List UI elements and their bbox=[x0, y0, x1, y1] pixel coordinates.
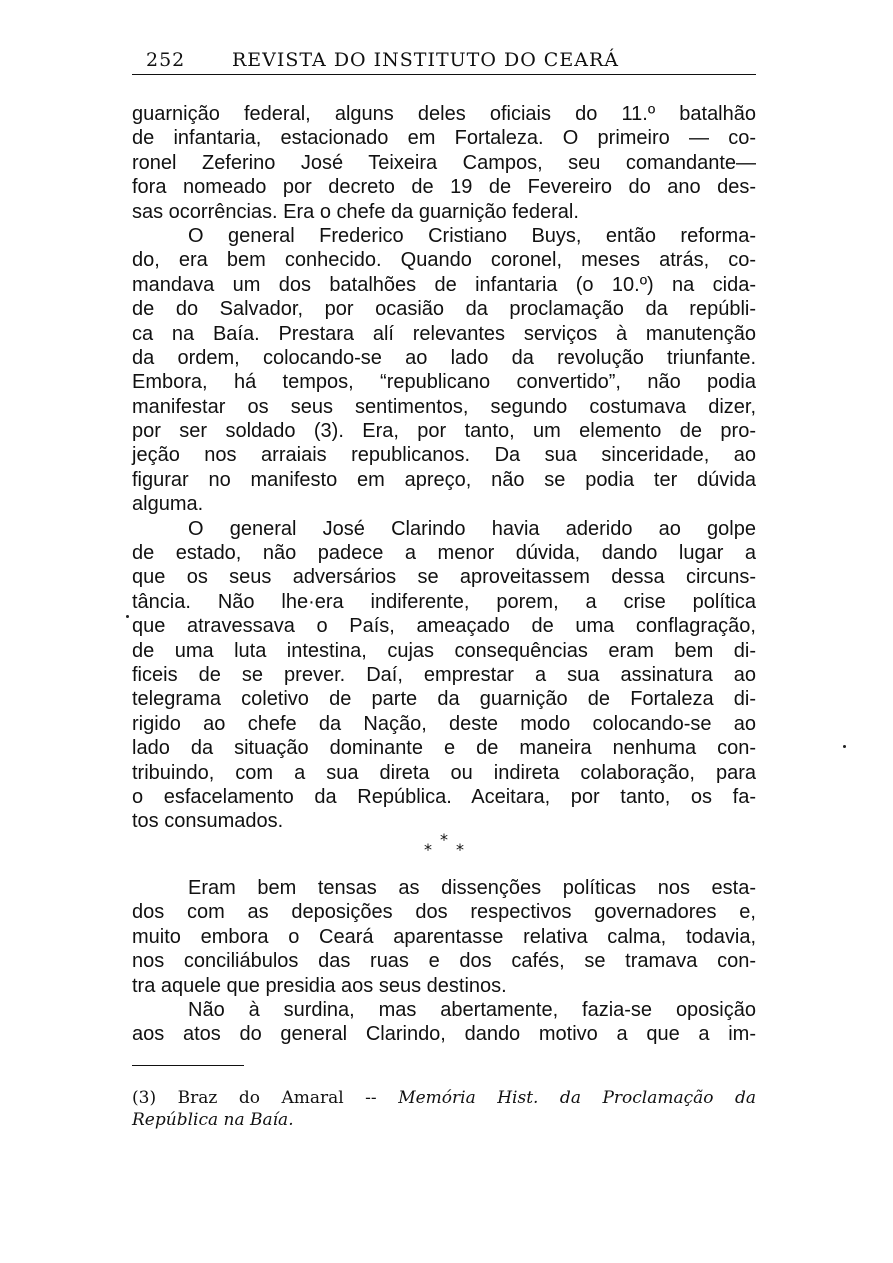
text-line: rigido ao chefe da Nação, deste modo colocando-se ao bbox=[132, 712, 756, 735]
main-text bbox=[132, 102, 756, 834]
text-line: da ordem, colocando-se ao lado da revolução triunfante. bbox=[132, 346, 756, 369]
asterisk: * bbox=[456, 840, 464, 859]
text-line: sas ocorrências. Era o chefe da guarnição federal. bbox=[132, 200, 579, 223]
ink-speck bbox=[126, 615, 129, 618]
footnote bbox=[132, 1087, 756, 1131]
text-line: muito embora o Ceará aparentasse relativa calma, todavia, bbox=[132, 925, 756, 948]
text-line: que os seus adversários se aproveitassem dessa circuns- bbox=[132, 566, 756, 589]
text-line: O general José Clarindo havia aderido ao golpe bbox=[188, 517, 756, 540]
text-line: de do Salvador, por ocasião da proclamação da repúbli- bbox=[132, 298, 756, 321]
text-line: que atravessava o País, ameaçado de uma conflagração, bbox=[132, 615, 756, 638]
text-line: ca na Baía. Prestara alí relevantes serviços à manutenção bbox=[132, 322, 756, 345]
paragraph bbox=[132, 517, 756, 834]
text-line: ronel Zeferino José Teixeira Campos, seu comandante— bbox=[132, 151, 756, 174]
text-line: de uma luta intestina, cujas consequências eram bem di- bbox=[132, 639, 756, 662]
text-line: de infantaria, estacionado em Fortaleza. O primeiro — co- bbox=[132, 127, 756, 150]
text-line: jeção nos arraiais republicanos. Da sua sinceridade, ao bbox=[132, 444, 756, 467]
text-line: tribuindo, com a sua direta ou indireta colaboração, para bbox=[132, 761, 756, 784]
text-line: telegrama coletivo de parte da guarnição de Fortaleza di- bbox=[132, 688, 756, 711]
text-line: de estado, não padece a menor dúvida, dando lugar a bbox=[132, 542, 756, 565]
section-break-asterisks bbox=[420, 830, 480, 860]
text-line: guarnição federal, alguns deles oficiais do 11.º batalhão bbox=[132, 103, 756, 125]
footnote-line bbox=[132, 1087, 756, 1109]
paragraph bbox=[132, 224, 756, 517]
paragraph bbox=[132, 998, 756, 1047]
text-line: lado da situação dominante e de maneira nenhuma con- bbox=[132, 737, 756, 760]
footnote-rule bbox=[132, 1065, 244, 1066]
footnote-title-continued: República na Baía. bbox=[132, 1110, 294, 1130]
journal-title: REVISTA DO INSTITUTO DO CEARÁ bbox=[232, 49, 619, 71]
paragraph bbox=[132, 876, 756, 998]
asterisk: * bbox=[424, 840, 432, 859]
ink-speck bbox=[843, 745, 846, 748]
text-line: do, era bem conhecido. Quando coronel, meses atrás, co- bbox=[132, 249, 756, 272]
text-line: tos consumados. bbox=[132, 810, 284, 833]
text-line: nos conciliábulos das ruas e dos cafés, se tramava con- bbox=[132, 950, 756, 973]
text-line: alguma. bbox=[132, 493, 204, 516]
footnote-title: Memória Hist. da Proclamação da bbox=[398, 1088, 757, 1108]
text-line: ficeis de se prever. Daí, emprestar a sua assinatura ao bbox=[132, 663, 756, 686]
text-line: Não à surdina, mas abertamente, fazia-se oposição bbox=[188, 998, 756, 1021]
text-line: mandava um dos batalhões de infantaria (o 10.º) na cida- bbox=[132, 273, 756, 296]
text-line: fora nomeado por decreto de 19 de Fevereiro do ano des- bbox=[132, 176, 756, 199]
text-line: tra aquele que presidia aos seus destinos. bbox=[132, 974, 507, 997]
footnote-line bbox=[132, 1109, 756, 1131]
text-line: o esfacelamento da República. Aceitara, por tanto, os fa- bbox=[132, 785, 756, 808]
footnote-author: Braz do Amaral -- bbox=[177, 1088, 377, 1108]
paragraph bbox=[132, 102, 756, 224]
text-line: O general Frederico Cristiano Buys, então reforma- bbox=[188, 224, 756, 247]
text-line: manifestar os seus sentimentos, segundo costumava dizer, bbox=[132, 395, 756, 418]
text-line: Eram bem tensas as dissenções políticas nos esta- bbox=[188, 877, 756, 899]
text-line: por ser soldado (3). Era, por tanto, um elemento de pro- bbox=[132, 420, 756, 443]
page-number: 252 bbox=[146, 49, 186, 71]
asterisk: * bbox=[440, 830, 448, 849]
main-text-continued bbox=[132, 876, 756, 1047]
text-line: figurar no manifesto em apreço, não se podia ter dúvida bbox=[132, 468, 756, 491]
text-line: Embora, há tempos, “republicano convertido”, não podia bbox=[132, 371, 756, 394]
running-head bbox=[132, 46, 756, 75]
text-line: dos com as deposições dos respectivos governadores e, bbox=[132, 901, 756, 924]
footnote-marker: (3) bbox=[132, 1088, 157, 1108]
text-line: aos atos do general Clarindo, dando motivo a que a im- bbox=[132, 1023, 756, 1046]
text-line: tância. Não lhe·era indiferente, porem, a crise política bbox=[132, 590, 756, 613]
